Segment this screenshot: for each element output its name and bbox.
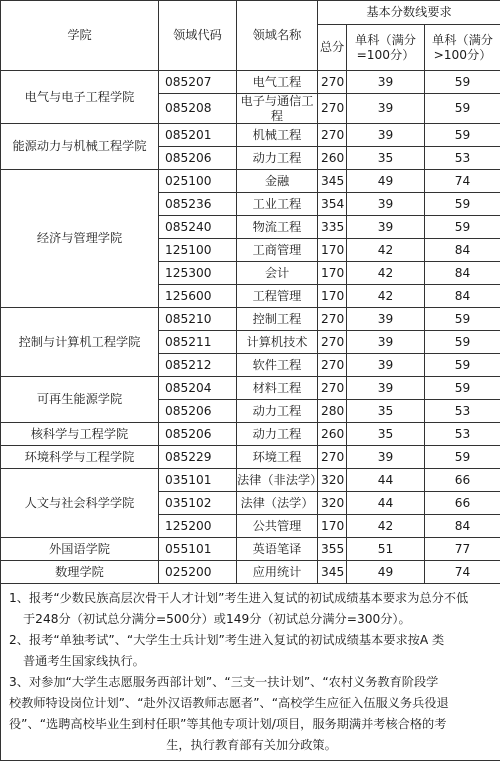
total-cell: 270 (318, 94, 347, 124)
notes-row (1, 584, 500, 761)
name-cell: 公共管理 (237, 515, 318, 538)
college-cell: 电气与电子工程学院 (1, 71, 159, 124)
name-cell: 英语笔译 (237, 538, 318, 561)
name-cell: 会计 (237, 262, 318, 285)
total-cell: 354 (318, 193, 347, 216)
code-cell: 125300 (159, 262, 237, 285)
note-line: 役”、“选聘高校毕业生到村任职”等其他专项计划/项目，服务期满并考核合格的考 (9, 714, 494, 735)
code-cell: 085208 (159, 94, 237, 124)
code-cell: 035102 (159, 492, 237, 515)
single150-cell: 59 (425, 193, 500, 216)
single100-cell: 39 (347, 308, 425, 331)
code-cell: 085236 (159, 193, 237, 216)
total-cell: 260 (318, 423, 347, 446)
total-cell: 320 (318, 469, 347, 492)
code-cell: 025100 (159, 170, 237, 193)
table-row (1, 423, 500, 446)
total-cell: 280 (318, 400, 347, 423)
note-line: 2、报考“单独考试”、“大学生士兵计划”考生进入复试的初试成绩基本要求按A 类 (9, 630, 494, 651)
single100-cell: 49 (347, 561, 425, 584)
table-row (1, 308, 500, 331)
single100-cell: 39 (347, 124, 425, 147)
header-total: 总分 (318, 25, 347, 71)
single100-cell: 42 (347, 285, 425, 308)
single150-cell: 74 (425, 170, 500, 193)
header-name: 领域名称 (237, 1, 318, 71)
single100-cell: 42 (347, 515, 425, 538)
code-cell: 085206 (159, 147, 237, 170)
name-cell: 应用统计 (237, 561, 318, 584)
code-cell: 125600 (159, 285, 237, 308)
single150-cell: 59 (425, 94, 500, 124)
name-cell: 材料工程 (237, 377, 318, 400)
name-cell: 动力工程 (237, 423, 318, 446)
name-cell: 工商管理 (237, 239, 318, 262)
single150-cell: 84 (425, 515, 500, 538)
single150-cell: 59 (425, 71, 500, 94)
college-cell: 人文与社会科学学院 (1, 469, 159, 538)
single100-cell: 42 (347, 262, 425, 285)
code-cell: 025200 (159, 561, 237, 584)
name-cell: 工业工程 (237, 193, 318, 216)
total-cell: 170 (318, 285, 347, 308)
single100-cell: 39 (347, 446, 425, 469)
code-cell: 085204 (159, 377, 237, 400)
total-cell: 345 (318, 170, 347, 193)
header-code: 领域代码 (159, 1, 237, 71)
college-cell: 数理学院 (1, 561, 159, 584)
notes-cell (1, 584, 500, 761)
college-cell: 环境科学与工程学院 (1, 446, 159, 469)
table-row (1, 469, 500, 492)
table-row (1, 377, 500, 400)
total-cell: 270 (318, 446, 347, 469)
header-row-1 (1, 1, 500, 25)
code-cell: 085240 (159, 216, 237, 239)
table-row (1, 124, 500, 147)
name-cell: 软件工程 (237, 354, 318, 377)
single150-cell: 59 (425, 331, 500, 354)
single100-cell: 39 (347, 193, 425, 216)
college-cell: 经济与管理学院 (1, 170, 159, 308)
code-cell: 085210 (159, 308, 237, 331)
name-cell: 计算机技术 (237, 331, 318, 354)
total-cell: 270 (318, 331, 347, 354)
note-line: 普通考生国家线执行。 (9, 651, 494, 672)
single150-cell: 59 (425, 354, 500, 377)
code-cell: 085207 (159, 71, 237, 94)
single100-cell: 35 (347, 400, 425, 423)
single150-cell: 59 (425, 308, 500, 331)
name-cell: 动力工程 (237, 400, 318, 423)
single150-cell: 59 (425, 446, 500, 469)
total-cell: 270 (318, 354, 347, 377)
single100-cell: 44 (347, 469, 425, 492)
single150-cell: 84 (425, 239, 500, 262)
single150-cell: 53 (425, 423, 500, 446)
table-row (1, 446, 500, 469)
name-cell: 电子与通信工程 (237, 94, 318, 124)
header-college: 学院 (1, 1, 159, 71)
name-cell: 物流工程 (237, 216, 318, 239)
single150-cell: 66 (425, 469, 500, 492)
code-cell: 035101 (159, 469, 237, 492)
header-single-100: 单科（满分=100分） (347, 25, 425, 71)
note-line: 1、报考“少数民族高层次骨干人才计划”考生进入复试的初试成绩基本要求为总分不低 (9, 588, 494, 609)
total-cell: 320 (318, 492, 347, 515)
college-cell: 控制与计算机工程学院 (1, 308, 159, 377)
code-cell: 125200 (159, 515, 237, 538)
college-cell: 核科学与工程学院 (1, 423, 159, 446)
college-cell: 能源动力与机械工程学院 (1, 124, 159, 170)
single100-cell: 44 (347, 492, 425, 515)
name-cell: 控制工程 (237, 308, 318, 331)
note-line: 校教师特设岗位计划”、“赴外汉语教师志愿者”、“高校学生应征入伍服义务兵役退 (9, 693, 494, 714)
single100-cell: 39 (347, 354, 425, 377)
code-cell: 125100 (159, 239, 237, 262)
single150-cell: 84 (425, 262, 500, 285)
table-row (1, 538, 500, 561)
single100-cell: 49 (347, 170, 425, 193)
name-cell: 法律（非法学） (237, 469, 318, 492)
single150-cell: 59 (425, 377, 500, 400)
single150-cell: 66 (425, 492, 500, 515)
single100-cell: 39 (347, 94, 425, 124)
total-cell: 170 (318, 515, 347, 538)
note-line: 生，执行教育部有关加分政策。 (9, 735, 494, 756)
single150-cell: 59 (425, 124, 500, 147)
single150-cell: 77 (425, 538, 500, 561)
college-cell: 外国语学院 (1, 538, 159, 561)
total-cell: 270 (318, 71, 347, 94)
total-cell: 270 (318, 377, 347, 400)
table-row (1, 71, 500, 94)
name-cell: 机械工程 (237, 124, 318, 147)
total-cell: 335 (318, 216, 347, 239)
code-cell: 085229 (159, 446, 237, 469)
code-cell: 085201 (159, 124, 237, 147)
single100-cell: 35 (347, 423, 425, 446)
total-cell: 170 (318, 239, 347, 262)
single150-cell: 53 (425, 400, 500, 423)
code-cell: 085206 (159, 423, 237, 446)
note-line: 3、对参加“大学生志愿服务西部计划”、“三支一扶计划”、“农村义务教育阶段学 (9, 672, 494, 693)
name-cell: 工程管理 (237, 285, 318, 308)
single100-cell: 51 (347, 538, 425, 561)
code-cell: 085211 (159, 331, 237, 354)
single150-cell: 74 (425, 561, 500, 584)
name-cell: 电气工程 (237, 71, 318, 94)
single100-cell: 39 (347, 331, 425, 354)
header-single-gt100: 单科（满分>100分） (425, 25, 500, 71)
single150-cell: 84 (425, 285, 500, 308)
single100-cell: 42 (347, 239, 425, 262)
total-cell: 345 (318, 561, 347, 584)
note-line: 于248分（初试总分满分=500分）或149分（初试总分满分=300分）。 (9, 609, 494, 630)
name-cell: 环境工程 (237, 446, 318, 469)
total-cell: 260 (318, 147, 347, 170)
single100-cell: 35 (347, 147, 425, 170)
total-cell: 270 (318, 124, 347, 147)
college-cell: 可再生能源学院 (1, 377, 159, 423)
name-cell: 动力工程 (237, 147, 318, 170)
single100-cell: 39 (347, 216, 425, 239)
single100-cell: 39 (347, 71, 425, 94)
code-cell: 085206 (159, 400, 237, 423)
name-cell: 法律（法学） (237, 492, 318, 515)
code-cell: 055101 (159, 538, 237, 561)
table-row (1, 561, 500, 584)
table-row (1, 170, 500, 193)
single100-cell: 39 (347, 377, 425, 400)
name-cell: 金融 (237, 170, 318, 193)
total-cell: 270 (318, 308, 347, 331)
code-cell: 085212 (159, 354, 237, 377)
single150-cell: 53 (425, 147, 500, 170)
header-score-group: 基本分数线要求 (318, 1, 500, 25)
total-cell: 170 (318, 262, 347, 285)
single150-cell: 59 (425, 216, 500, 239)
total-cell: 355 (318, 538, 347, 561)
